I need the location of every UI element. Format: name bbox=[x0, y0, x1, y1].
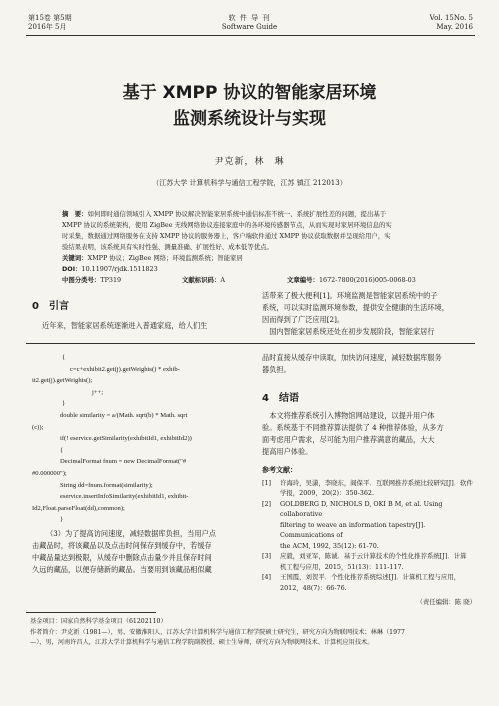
paragraph-line: 器负担。 bbox=[262, 365, 291, 374]
code-block bbox=[32, 352, 254, 526]
references-heading: 参考文献： bbox=[262, 466, 297, 474]
keywords-label: 关键词： bbox=[62, 254, 88, 262]
paragraph-line: 中藏品量达到极限，从缓存中删除点击量少并且保存时间 bbox=[32, 553, 212, 562]
header-rule bbox=[26, 35, 475, 36]
paragraph-line: 提高用户体验。 bbox=[262, 447, 313, 456]
code-line: eservice.insertInfoSimilarity(exhibitId1, exhibit- bbox=[60, 493, 189, 501]
header-volume: 第15卷 第5期 bbox=[28, 14, 72, 22]
author-bio-line: 作者简介：尹克新（1981—），男，安徽淮阳人，江苏大学计算机科学与通信工程学院硕士研究生，研究方向为物联网技术；林琳（1977 bbox=[30, 628, 405, 636]
abstract-line: XMPP 协议的系统架构，使用 ZigBee 无线网络协议连接家庭中的各环境传感器节点，从而实现对家居环境信息的实 bbox=[62, 221, 392, 229]
reference-number: [3] bbox=[262, 552, 272, 560]
header-right bbox=[430, 14, 473, 32]
author-bio-line: —），男，河南许昌人，江苏大学计算机科学与通信工程学院副教授、硕士生导师，研究方向为物联网技术、计算机应用技术。 bbox=[30, 639, 374, 646]
paragraph-line: 击藏品时，将该藏品以及点击时间保存到缓存中，若缓存 bbox=[32, 541, 212, 550]
abstract-label: 摘 要： bbox=[62, 210, 88, 218]
clc-value: TP319 bbox=[100, 276, 122, 284]
paragraph-line: 品时直接从缓存中读取，加快访问速度，减轻数据库服务 bbox=[262, 353, 442, 362]
code-line: j++; bbox=[92, 388, 104, 396]
doc-code-value: A bbox=[220, 276, 225, 284]
abstract-line: 时采集，数据通过网络服务在支持 XMPP 协议的服务器上，客户端软件通过 XMPP 协议获取数据并呈现给用户，实 bbox=[62, 232, 391, 240]
reference-line: GOLDBERG D, NICHOLS D, OKI B M, et al. Using collaborative bbox=[280, 499, 443, 518]
references bbox=[262, 465, 476, 608]
section-0-text: 近年来，智能家居系统逐渐进入普通家庭，给人们生 bbox=[42, 321, 208, 330]
fund-line: 基金项目：国家自然科学基金项目（61202110） bbox=[30, 618, 167, 625]
code-line: it2.get(j).getWeights(); bbox=[32, 377, 93, 385]
reference-line: the ACM, 1992, 35(12): 61-70. bbox=[280, 541, 379, 550]
abstract-line: 如何即时通信领域引入 XMPP 协议解决智能家居系统中通信标准不统一、系统扩展性差的问题，提出基于 bbox=[87, 210, 387, 218]
article-no-value: 1672-7800(2016)005-0068-03 bbox=[318, 276, 416, 284]
code-line: String dd=fnum.format(similarity); bbox=[60, 481, 153, 489]
code-line: if(! eservice.getSimilarity(exhibitId1, exhibitId2)) bbox=[60, 435, 192, 443]
reference-item bbox=[262, 499, 476, 552]
section-4-heading: 4 结语 bbox=[262, 393, 299, 404]
right-intro bbox=[262, 290, 472, 338]
code-line: } bbox=[60, 516, 64, 524]
code-line: #0.000000"); bbox=[32, 469, 67, 477]
code-line: } bbox=[62, 400, 66, 408]
reference-line: filtering to weave an information tapestry[J]. Communications of bbox=[280, 520, 426, 539]
reference-line: 应毅，刘亚军，陈诚．基于云计算技术的个性化推荐系统[J]．计算 bbox=[280, 552, 467, 560]
authors: 尹克新，林 琳 bbox=[214, 157, 285, 167]
paper-title-line2: 监测系统设计与实现 bbox=[173, 109, 326, 129]
paragraph-line: 久远的藏品，以便存储新的藏品。当要用到该藏品相似藏 bbox=[32, 565, 212, 574]
code-line: c=c+exhibit2.get(j).getWeights() * exhib- bbox=[70, 365, 180, 373]
reference-line: 学报，2009，20(2)：350-362. bbox=[280, 489, 374, 497]
reference-item bbox=[262, 478, 476, 499]
continuation-rule bbox=[26, 343, 475, 344]
left-after-code bbox=[32, 528, 254, 576]
doi-text: 10.11907/rjdk.1511823 bbox=[81, 265, 158, 273]
code-line: { bbox=[62, 354, 66, 361]
header-volume-en: Vol. 15No. 5 bbox=[429, 14, 473, 22]
header-date-en: May. 2016 bbox=[436, 23, 473, 31]
code-line: double similarity = a/(Math. sqrt(b) * Math. sqrt bbox=[60, 411, 188, 419]
paragraph-line: （3）为了提高访问速度，减轻数据库负担，当用户点 bbox=[46, 529, 216, 538]
paragraph-line: 面考虑用户需求，尽可能为用户推荐满意的藏品，大大 bbox=[262, 435, 435, 444]
reference-number: [2] bbox=[262, 499, 272, 508]
footnote bbox=[30, 617, 480, 649]
reference-line: 机工程与应用，2015，51(13)：111-117. bbox=[280, 562, 404, 571]
code-line: { bbox=[60, 446, 64, 454]
affiliation: （江苏大学 计算机科学与通信工程学院，江苏 镇江 212013） bbox=[152, 179, 347, 187]
reference-line: 王国霞，刘贺平．个性化推荐系统综述[J]．计算机工程与应用， bbox=[280, 573, 461, 581]
abstract-line: 验结果表明，该系统具有实时性强、测量准确、扩展性好、成本低等优点。 bbox=[62, 243, 273, 251]
reference-item bbox=[262, 551, 476, 572]
journal-name-cn: 软 件 导 刊 bbox=[228, 14, 271, 22]
footnote-rule bbox=[26, 612, 156, 613]
keywords-text: XMPP 协议；ZigBee 网络；环境监测系统；智能家居 bbox=[87, 254, 243, 262]
right-intro-line: 系统，可以实时监测环境参数，提供安全健康的生活环境， bbox=[262, 303, 449, 312]
reference-number: [1] bbox=[262, 478, 272, 487]
section-0-heading: 0 引言 bbox=[32, 301, 69, 312]
reference-number: [4] bbox=[262, 573, 272, 581]
header-date: 2016年 5月 bbox=[28, 23, 67, 31]
doc-code-label: 文献标识码： bbox=[182, 276, 221, 284]
journal-name-en: Software Guide bbox=[221, 23, 278, 31]
right-intro-line: 国内智能家居系统还处在初步发展阶段，智能家居行 bbox=[262, 327, 435, 336]
right-continuation bbox=[262, 352, 474, 376]
right-intro-line: 活带来了极大便利[1]。环境监测是智能家居系统中的子 bbox=[262, 291, 438, 300]
editor-note: （责任编辑：陈 晓） bbox=[416, 598, 476, 606]
reference-line: 许海玲，吴潇，李晓东，阎保平．互联网推荐系统比较研究[J]．软件 bbox=[280, 478, 473, 487]
section-4-text bbox=[262, 410, 474, 458]
header-center bbox=[0, 14, 499, 32]
reference-line: 2012，48(7)：66-76. bbox=[280, 583, 347, 592]
code-line: (c)); bbox=[32, 423, 44, 431]
article-no-label: 文章编号： bbox=[287, 276, 319, 284]
paragraph-line: 验。系统基于不同推荐算法提供了 4 种推荐体验，从多方 bbox=[262, 423, 444, 432]
right-intro-line: 因而得到了广泛应用[2]。 bbox=[262, 315, 345, 324]
doi-label: DOI： bbox=[62, 265, 82, 273]
clc-label: 中图分类号： bbox=[62, 276, 101, 284]
code-line: DecimalFormat fnum = new DecimalFormat("# bbox=[60, 458, 187, 466]
paper-title-line1: 基于 XMPP 协议的智能家居环境 bbox=[122, 83, 377, 103]
reference-item bbox=[262, 572, 476, 593]
paragraph-line: 本文将推荐系统引入博物馆网站建设，以提升用户体 bbox=[262, 411, 435, 420]
code-line: Id2,Float.parseFloat(dd),common); bbox=[32, 504, 125, 512]
abstract bbox=[62, 209, 472, 286]
